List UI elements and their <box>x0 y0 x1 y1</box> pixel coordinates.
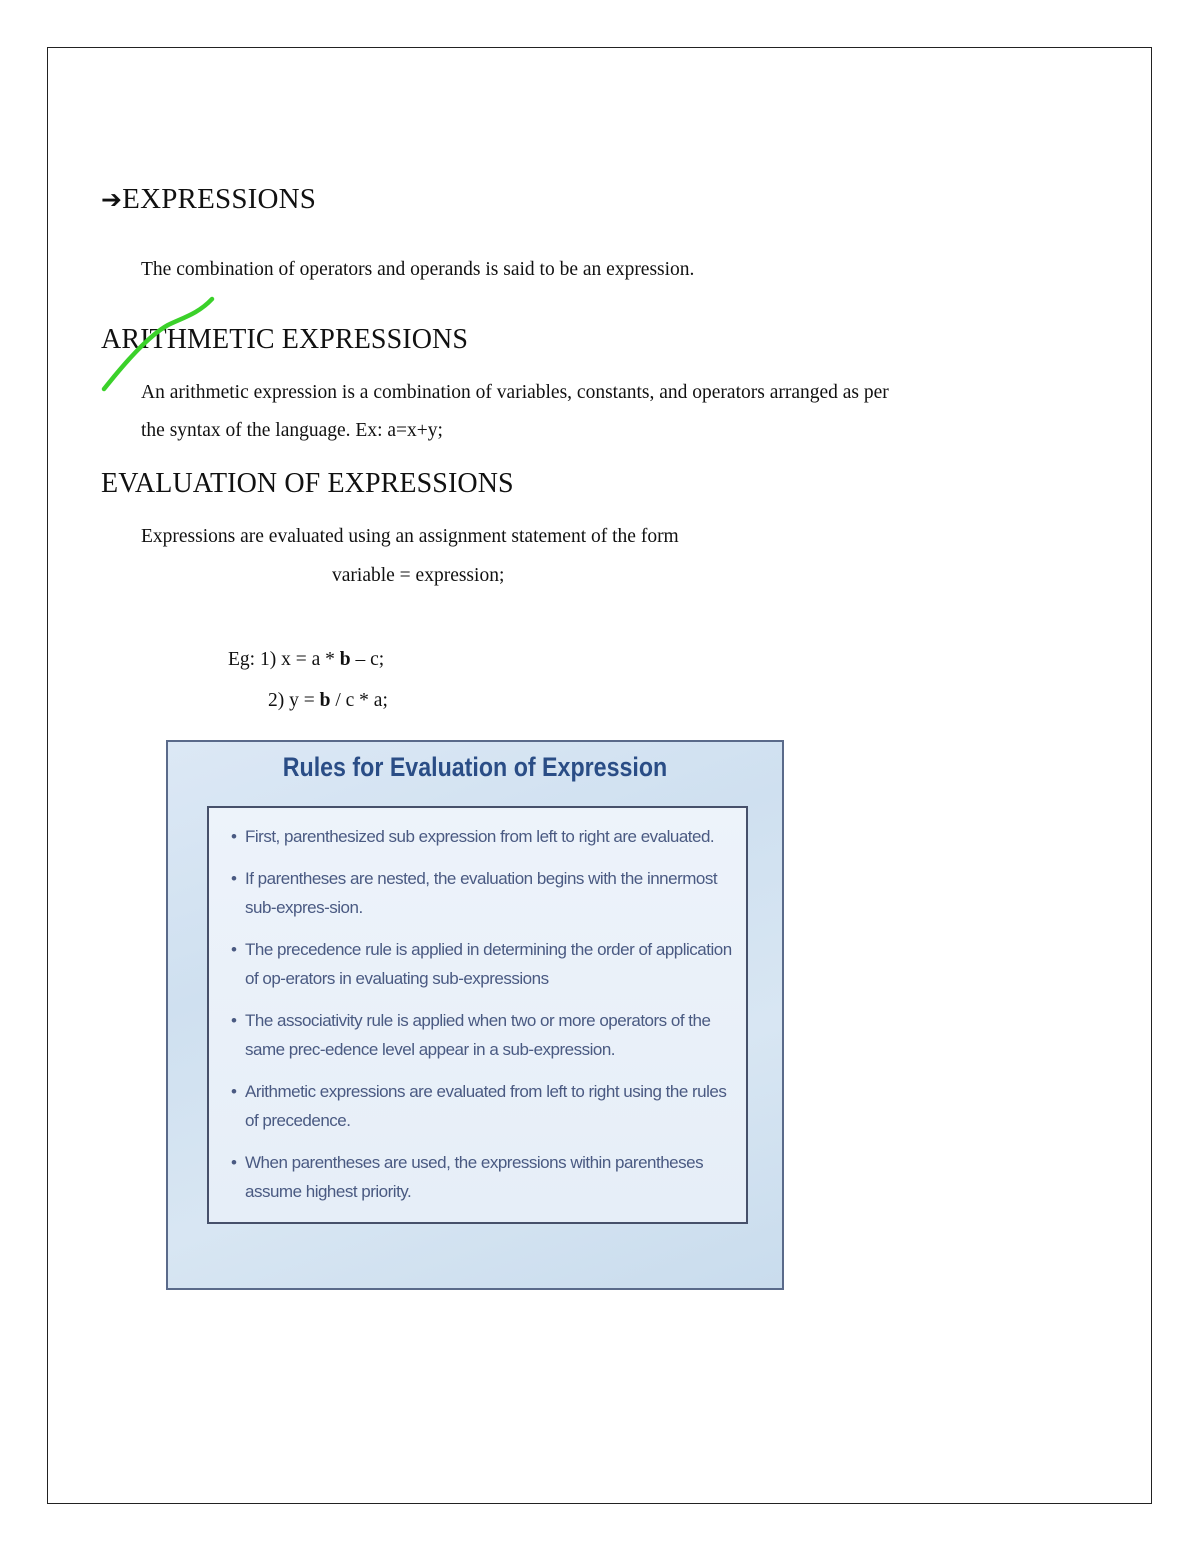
bullet-icon: • <box>231 1153 237 1172</box>
bullet-icon: • <box>231 869 237 888</box>
heading-expressions <box>101 183 316 216</box>
rules-box <box>207 806 748 1224</box>
rules-figure <box>166 740 784 1290</box>
rule-item <box>231 1077 736 1135</box>
rule-item <box>231 935 736 993</box>
example-2-suffix: / c * a; <box>330 690 388 711</box>
arithmetic-paragraph-line1: An arithmetic expression is a combination of variables, constants, and operators arranged as per <box>141 382 889 403</box>
arithmetic-paragraph-line2: the syntax of the language. Ex: a=x+y; <box>141 420 443 441</box>
bullet-icon: • <box>231 1082 237 1101</box>
assignment-form: variable = expression; <box>332 565 505 586</box>
evaluation-paragraph: Expressions are evaluated using an assignment statement of the form <box>141 526 679 547</box>
rules-figure-title: Rules for Evaluation of Expression <box>282 752 668 782</box>
bullet-icon: • <box>231 940 237 959</box>
rule-item <box>231 822 736 851</box>
heading-evaluation-of-expressions: EVALUATION OF EXPRESSIONS <box>101 468 514 499</box>
bullet-icon: • <box>231 827 237 846</box>
example-1-prefix: Eg: 1) x = a * <box>228 649 340 670</box>
bullet-icon: • <box>231 1011 237 1030</box>
example-1 <box>228 643 384 676</box>
rules-list <box>231 822 736 1219</box>
rule-text: If parentheses are nested, the evaluation begins with the innermost sub-expres-sion. <box>245 869 718 917</box>
rule-item <box>231 864 736 922</box>
rule-item <box>231 1148 736 1206</box>
heading-arithmetic-expressions: ARITHMETIC EXPRESSIONS <box>101 324 469 355</box>
rule-text: The precedence rule is applied in determining the order of application of op-erators in evaluating sub-expressions <box>245 940 732 988</box>
rule-text: When parentheses are used, the expressions within parentheses assume highest priority. <box>245 1153 704 1201</box>
rule-text: Arithmetic expressions are evaluated from left to right using the rules of precedence. <box>245 1082 727 1130</box>
example-2-bold: b <box>319 690 331 711</box>
arrow-right-icon: ➔ <box>101 185 123 214</box>
example-1-bold: b <box>339 649 351 670</box>
example-1-suffix: – c; <box>350 649 385 670</box>
example-2 <box>268 684 388 717</box>
heading-expressions-text: EXPRESSIONS <box>122 183 317 215</box>
rule-item <box>231 1006 736 1064</box>
rule-text: First, parenthesized sub expression from left to right are evaluated. <box>245 827 715 846</box>
expression-definition: The combination of operators and operands is said to be an expression. <box>141 259 695 280</box>
rule-text: The associativity rule is applied when two or more operators of the same prec-edence level appear in a sub-expression. <box>245 1011 711 1059</box>
example-2-prefix: 2) y = <box>268 690 320 711</box>
